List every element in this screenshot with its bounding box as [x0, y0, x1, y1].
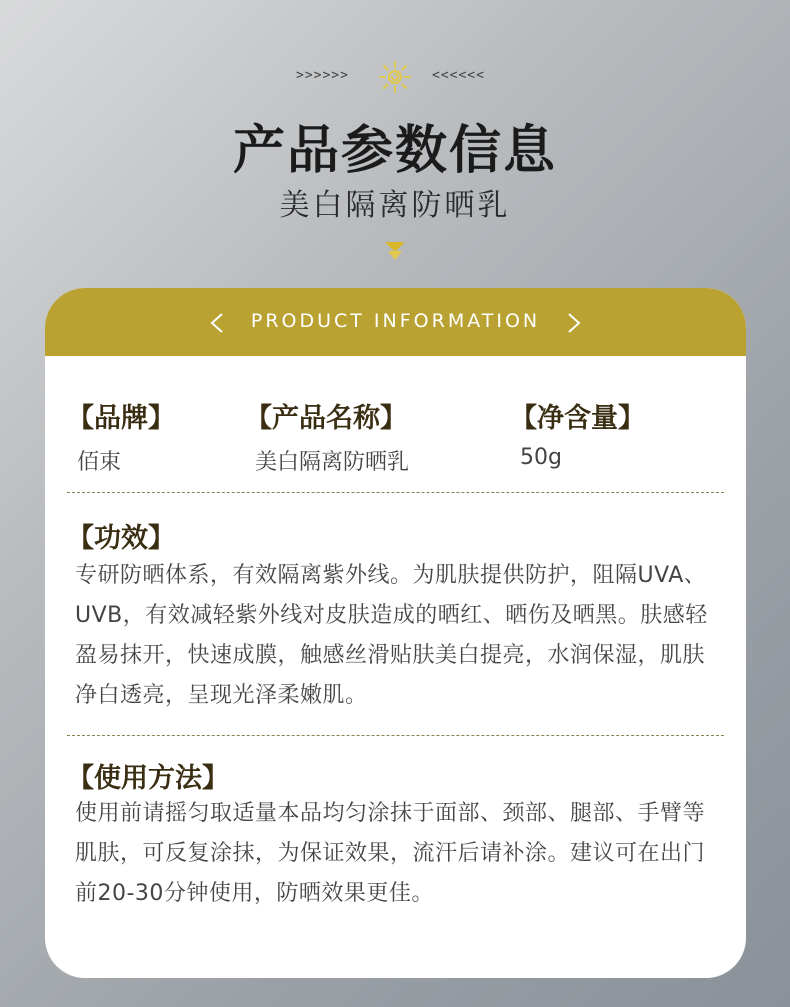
brand-value: 佰束: [77, 450, 122, 475]
net-content-label: 【净含量】: [510, 403, 645, 434]
chevron-right-icon: [565, 312, 583, 334]
brand-block: [67, 396, 175, 476]
page-title: 产品参数信息: [232, 121, 557, 181]
usage-text: 使用前请摇匀取适量本品均匀涂抹于面部、颈部、腿部、手臂等肌肤，可反复涂抹，为保证效果，流汗后请补涂。建议可在出门前20-30分钟使用，防晒效果更佳。: [75, 801, 706, 906]
sun-icon: [378, 60, 412, 94]
divider: [67, 735, 724, 736]
double-chevron-down-icon: [383, 240, 407, 264]
product-name-value: 美白隔离防晒乳: [255, 450, 410, 475]
product-name-label: 【产品名称】: [245, 403, 407, 434]
usage-label: 【使用方法】: [67, 763, 229, 794]
card-banner: [45, 288, 746, 356]
banner-label: PRODUCT INFORMATION: [250, 310, 541, 332]
net-content-block: [510, 396, 645, 470]
net-content-value: 50g: [520, 445, 562, 470]
efficacy-text: 专研防晒体系，有效隔离紫外线。为肌肤提供防护，阻隔UVA、UVB，有效减轻紫外线对皮肤造成的晒红、晒伤及晒黑。肤感轻盈易抹开，快速成膜，触感丝滑贴肤美白提亮，水润保湿，肌肤净白透亮，呈现光泽柔嫩肌。: [75, 563, 708, 708]
decor-arrows-left: >>>>>>: [296, 68, 349, 83]
page-subtitle: 美白隔离防晒乳: [279, 188, 511, 223]
divider: [67, 492, 724, 493]
efficacy-label: 【功效】: [67, 523, 175, 554]
brand-label: 【品牌】: [67, 403, 175, 434]
product-info-card: [45, 288, 746, 978]
decor-arrows-right: <<<<<<: [432, 68, 485, 83]
product-name-block: [245, 396, 409, 476]
